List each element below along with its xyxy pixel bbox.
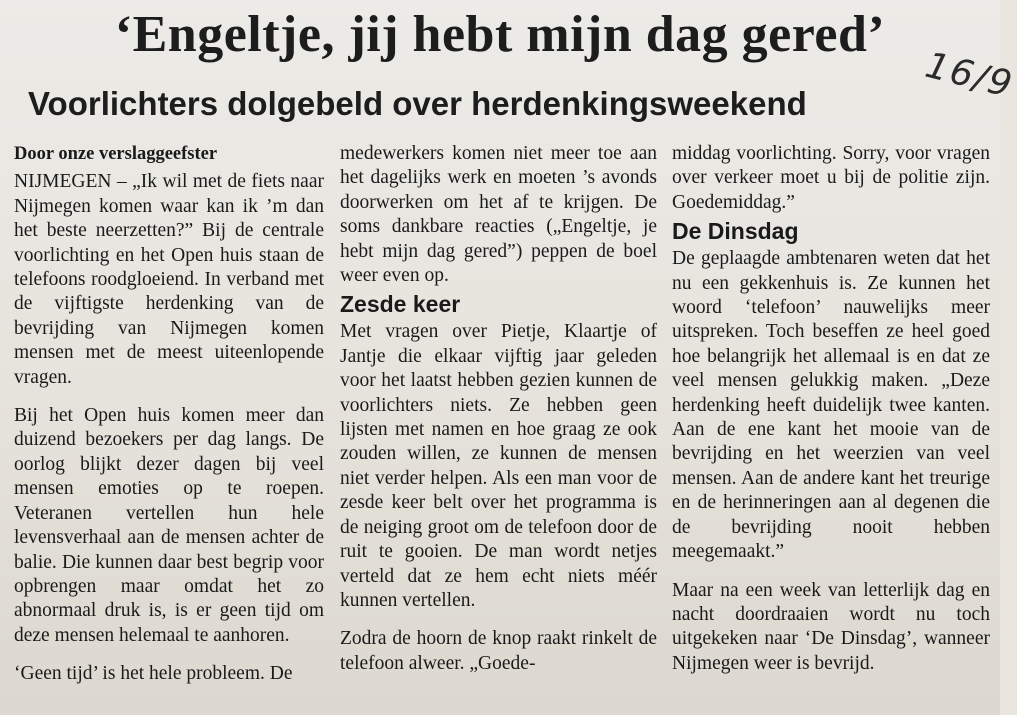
paragraph: ‘Geen tijd’ is het hele probleem. De [14, 663, 293, 685]
article-column-3 [672, 142, 990, 676]
handwritten-date: 16/9 [921, 44, 1017, 107]
paragraph: De geplaagde ambtenaren weten dat het nu een gekkenhuis is. Ze kunnen het woord ‘telefoon’ nauwelijks meer uitspreken. Toch beseffen ze heel goed hoe belangrijk het allemaal is en dat ze veel mensen gelukkig maken. „Deze herdenking heeft duidelijk twee kanten. Aan de ene kant het mooie van de bevrijding en het weerzien van veel mensen. Aan de andere kant het treurige en de herinneringen aan al degenen die de bevrijding nooit hebben meegemaakt.” [672, 248, 990, 563]
paragraph: NIJMEGEN – „Ik wil met de fiets naar Nijmegen komen waar kan ik ’m dan het beste neerzetten?” Bij de centrale voorlichting en het Open huis staan de telefoons roodgloeiend. In verband met de vijftigste herdenking van de bevrijding van Nijmegen komen mensen met de meest uiteenlopende vragen. [14, 171, 324, 388]
subheadline: Voorlichters dolgebeld over herdenkingsweekend [28, 85, 807, 122]
paragraph: Bij het Open huis komen meer dan duizend bezoekers per dag langs. De oorlog blijkt dezer dagen bij veel mensen emoties op te roepen. Veteranen vertellen hun hele levensverhaal aan de mensen achter de balie. Die kunnen daar best begrip voor opbrengen maar omdat het zo abnormaal druk is, is er geen tijd om deze mensen helemaal te aanhoren. [14, 405, 324, 646]
paragraph: middag voorlichting. Sorry, voor vragen over verkeer moet u bij de politie zijn. Goedemiddag.” [672, 143, 990, 213]
byline: Door onze verslaggeefster [14, 144, 218, 164]
section-heading: Zesde keer [340, 291, 461, 318]
paragraph: Maar na een week van letterlijk dag en nacht doordraaien wordt nu toch uitgekeken naar ‘De Dinsdag’, wanneer Nijmegen weer is bevrijd. [672, 579, 990, 674]
article-column-2 [340, 142, 657, 676]
section-heading: De Dinsdag [672, 218, 799, 245]
paragraph: Zodra de hoorn de knop raakt rinkelt de telefoon alweer. „Goede- [340, 628, 657, 674]
paragraph: Met vragen over Pietje, Klaartje of Jantje die elkaar vijftig jaar geleden voor het laatst hebben gezien kunnen de voorlichters niets. Ze hebben geen lijsten met namen en hoe graag ze ook zouden willen, ze kunnen de mensen niet verder helpen. Als een man voor de zesde keer belt over het programma is de neiging groot om de telefoon door de ruit te gooien. De man wordt netjes verteld dat ze hem echt niets méér kunnen vertellen. [340, 321, 657, 611]
paragraph: medewerkers komen niet meer toe aan het dagelijks werk en moeten ’s avonds doorwerken om het af te krijgen. De soms dankbare reacties („Engeltje, je hebt mijn dag gered”) peppen de boel weer even op. [340, 143, 657, 287]
article-column-1 [14, 142, 324, 687]
headline: ‘Engeltje, jij hebt mijn dag gered’ [114, 6, 886, 63]
